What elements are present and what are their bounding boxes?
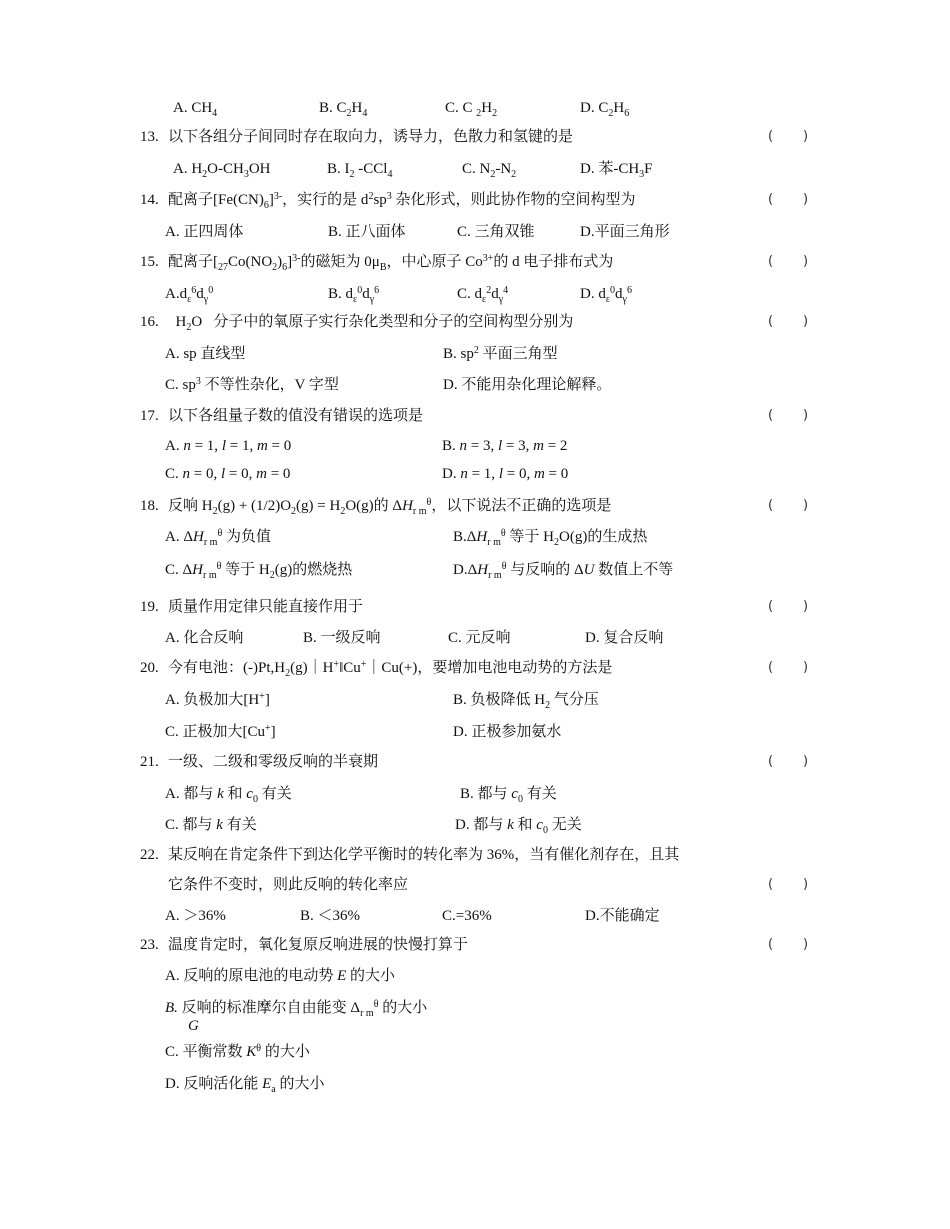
answer-option: C. 三角双锥 <box>457 224 535 240</box>
answer-option: $A.d_\varepsilon^6d_\gamma^0$ <box>165 285 214 305</box>
answer-option: D. $d_\varepsilon^0d_\gamma^6$ <box>580 285 632 305</box>
answer-blank-left: ( <box>768 877 774 892</box>
answer-blank-left: ( <box>768 129 774 144</box>
answer-option: B. $I_2$ -CCl$_4$ <box>327 161 393 180</box>
question-line <box>0 934 950 956</box>
answer-option: $B.\Delta H_{r m}^\theta$ 等于 $H_2O(g)$的生成热 <box>453 528 648 548</box>
answer-blank-left: ( <box>768 937 774 952</box>
question-stem: 一级、二级和零级反响的半衰期 <box>168 754 379 770</box>
option-line <box>0 559 950 581</box>
answer-option: D.平面三角形 <box>580 224 670 240</box>
answer-blank-right: ) <box>803 129 809 144</box>
option-line <box>0 97 950 119</box>
question-number: 17. <box>140 408 159 424</box>
answer-blank-left: ( <box>768 314 774 329</box>
answer-option: D. 不能用杂化理论解释。 <box>443 377 612 393</box>
option-line <box>0 526 950 548</box>
answer-option: A. 都与 k 和 $c_0$ 有关 <box>165 786 292 805</box>
answer-option: B. 负极降低 $H_2$ 气分压 <box>453 692 599 711</box>
answer-blank-right: ) <box>803 877 809 892</box>
answer-option: C. 正极加大[Cu+] <box>165 723 276 740</box>
option-line <box>0 627 950 649</box>
option-line <box>0 221 950 243</box>
question-stem: 质量作用定律只能直接作用于 <box>168 599 364 615</box>
answer-option: B. $C_2H_4$ <box>319 100 368 119</box>
answer-option: D. 反响活化能 $E_a$ 的大小 <box>165 1076 325 1095</box>
answer-option: G <box>188 1018 199 1034</box>
question-stem: 配离子$[Fe(CN)_6]^{3-}$，实行的是 $d^2sp^3$ 杂化形式，则此协作物的空间构型为 <box>168 191 636 211</box>
question-stem: 以下各组量子数的值没有错误的选项是 <box>168 408 424 424</box>
answer-option: B. 反响的标准摩尔自由能变 $\Delta_{r m}^\theta$ 的大小 <box>165 999 428 1019</box>
answer-option: B. $d_\varepsilon^0d_\gamma^6$ <box>328 285 380 305</box>
answer-option: C. C $_2H_2$ <box>445 100 498 119</box>
question-line <box>0 251 950 273</box>
question-number: 14. <box>140 192 159 208</box>
answer-option: A. 反响的原电池的电动势 E 的大小 <box>165 968 396 984</box>
option-line <box>0 1015 950 1037</box>
answer-option: A. $CH_4$ <box>173 100 218 119</box>
question-line <box>0 495 950 517</box>
question-stem: 某反响在肯定条件下到达化学平衡时的转化率为 36%，当有催化剂存在，且其 <box>168 847 680 863</box>
answer-option: B. 一级反响 <box>303 630 381 646</box>
question-stem: 今有电池：$(-)Pt,H_2(g)|H^+‖Cu^+|Cu(+)$，要增加电池电动势的方法是 <box>168 659 613 679</box>
answer-option: B. 都与 $c_0$ 有关 <box>460 786 557 805</box>
question-number: 20. <box>140 660 159 676</box>
answer-option: D. 苯$-CH_3F$ <box>580 161 653 180</box>
answer-blank-right: ) <box>803 754 809 769</box>
answer-blank-right: ) <box>803 660 809 675</box>
question-line <box>0 311 950 333</box>
answer-blank-right: ) <box>803 498 809 513</box>
question-line <box>0 657 950 679</box>
answer-option: C.=36% <box>442 908 492 924</box>
answer-option: A. 负极加大[H+] <box>165 691 270 708</box>
answer-blank-right: ) <box>803 314 809 329</box>
answer-blank-right: ) <box>803 254 809 269</box>
answer-blank-right: ) <box>803 937 809 952</box>
answer-option: B. $sp^2$ 平面三角型 <box>443 345 558 362</box>
answer-blank-right: ) <box>803 192 809 207</box>
question-number: 23. <box>140 937 159 953</box>
answer-option: D.不能确定 <box>585 908 660 924</box>
answer-option: A. 化合反响 <box>165 630 244 646</box>
answer-option: C. $sp^3$ 不等性杂化，V 字型 <box>165 376 339 393</box>
question-line <box>0 751 950 773</box>
answer-blank-left: ( <box>768 408 774 423</box>
answer-option: A. sp 直线型 <box>165 346 246 362</box>
option-line <box>0 158 950 180</box>
answer-option: C. $d_\varepsilon^2d_\gamma^4$ <box>457 285 509 305</box>
answer-option: D. 都与 k 和 $c_0$ 无关 <box>455 817 582 836</box>
answer-option: A. n = 1, l = 1, m = 0 <box>165 438 292 454</box>
option-line <box>0 1073 950 1095</box>
question-stem: $H_2O$ 分子中的氧原子实行杂化类型和分子的空间构型分别为 <box>168 314 574 333</box>
answer-option: A. 正四周体 <box>165 224 244 240</box>
question-stem: 反响 $H_2(g) + (1/2)O_2(g) = H_2O(g)$的 $\Delta H_{r m}^\theta$，以下说法不正确的选项是 <box>168 497 612 517</box>
option-line <box>0 905 950 927</box>
answer-option: C. n = 0, l = 0, m = 0 <box>165 466 291 482</box>
question-stem: 配离子$[_{27}Co(NO_2)_6]^{3-}$的磁矩为 $0\mu_B$，中心原子 $Co^{3+}$的 d 电子排布式为 <box>168 253 614 273</box>
answer-blank-left: ( <box>768 660 774 675</box>
option-line <box>0 783 950 805</box>
question-number: 18. <box>140 498 159 514</box>
question-line <box>0 189 950 211</box>
option-line <box>0 463 950 485</box>
option-line <box>0 689 950 711</box>
question-number: 21. <box>140 754 159 770</box>
question-stem: 以下各组分子间同时存在取向力，诱导力，色散力和氢键的是 <box>168 129 574 145</box>
answer-option: D. n = 1, l = 0, m = 0 <box>442 466 569 482</box>
answer-blank-left: ( <box>768 754 774 769</box>
answer-option: A. ＞36% <box>165 908 226 924</box>
answer-blank-left: ( <box>768 498 774 513</box>
answer-option: $D.\Delta H_{r m}^\theta$ 与反响的 ΔU 数值上不等 <box>453 561 674 581</box>
answer-option: D. $C_2H_6$ <box>580 100 630 119</box>
answer-option: C. $\Delta H_{r m}^\theta$ 等于 $H_2(g)$的燃烧热 <box>165 561 353 581</box>
answer-option: C. 平衡常数 $K^\theta$ 的大小 <box>165 1043 310 1060</box>
option-line <box>0 814 950 836</box>
answer-blank-left: ( <box>768 192 774 207</box>
option-line <box>0 1041 950 1063</box>
question-line <box>0 596 950 618</box>
answer-blank-right: ) <box>803 599 809 614</box>
question-number: 13. <box>140 129 159 145</box>
answer-option: C. 元反响 <box>448 630 511 646</box>
option-line <box>0 435 950 457</box>
question-number: 15. <box>140 254 159 270</box>
option-line <box>0 965 950 987</box>
answer-option: C. 都与 k 有关 <box>165 817 257 833</box>
question-number: 16. <box>140 314 159 330</box>
question-line <box>0 405 950 427</box>
answer-option: A. $\Delta H_{r m}^\theta$ 为负值 <box>165 528 271 548</box>
option-line <box>0 874 950 896</box>
question-number: 22. <box>140 847 159 863</box>
question-number: 19. <box>140 599 159 615</box>
question-stem: 它条件不变时，则此反响的转化率应 <box>168 877 409 893</box>
answer-option: D. 复合反响 <box>585 630 664 646</box>
answer-blank-right: ) <box>803 408 809 423</box>
answer-option: C. $N_2-N_2$ <box>462 161 517 180</box>
answer-blank-left: ( <box>768 254 774 269</box>
option-line <box>0 283 950 305</box>
question-stem: 温度肯定时，氧化复原反响进展的快慢打算于 <box>168 937 469 953</box>
answer-blank-left: ( <box>768 599 774 614</box>
answer-option: B. n = 3, l = 3, m = 2 <box>442 438 568 454</box>
answer-option: A. $H_2O-CH_3OH$ <box>173 161 271 180</box>
answer-option: D. 正极参加氨水 <box>453 724 562 740</box>
option-line <box>0 721 950 743</box>
answer-option: B. 正八面体 <box>328 224 406 240</box>
question-line <box>0 844 950 866</box>
question-line <box>0 126 950 148</box>
option-line <box>0 374 950 396</box>
option-line <box>0 343 950 365</box>
answer-option: B. ＜36% <box>300 908 361 924</box>
